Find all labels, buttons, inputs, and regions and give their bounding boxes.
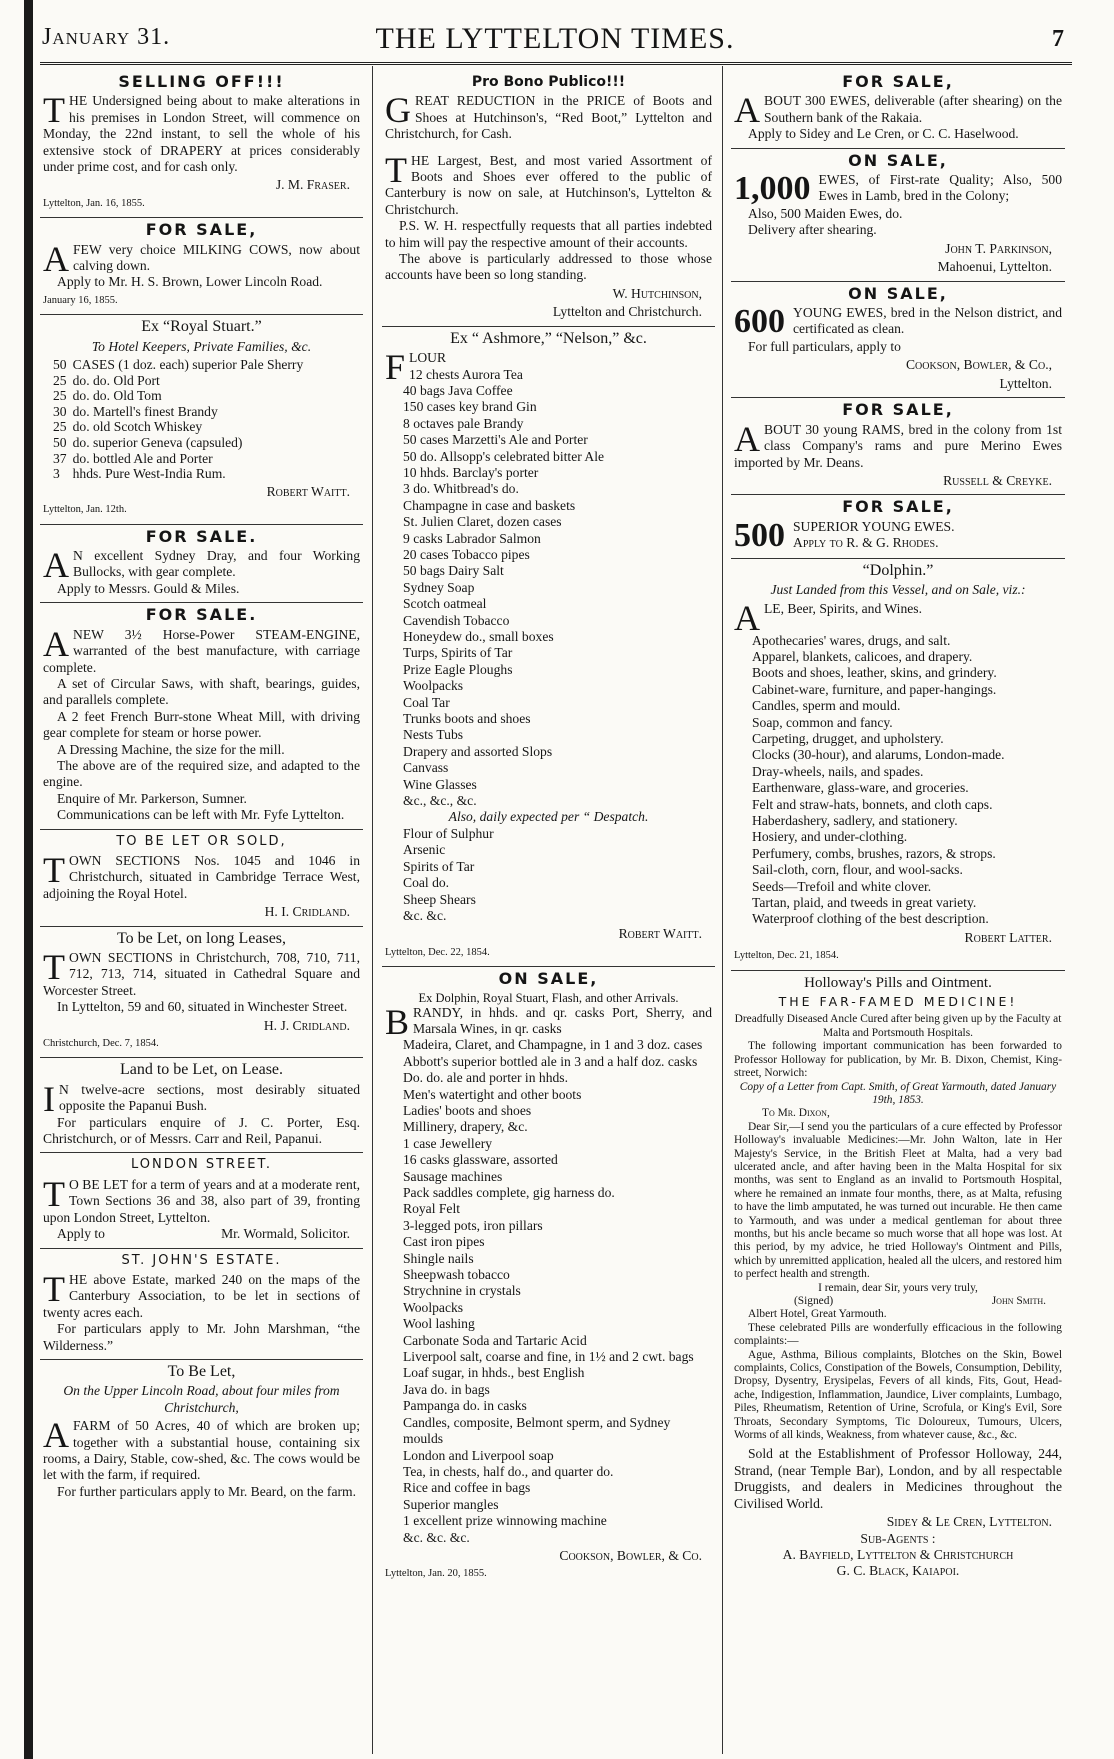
- masthead: [40, 18, 1070, 58]
- ad-heading: ON SALE,: [498, 969, 599, 989]
- list-item: Java do. in bags: [403, 1381, 490, 1397]
- ad-line: For further particulars apply to Mr. Beard, on the farm.: [57, 1483, 356, 1499]
- ad-place-date: Christchurch, Dec. 7, 1854.: [43, 1038, 159, 1050]
- ad-line: For full particulars, apply to: [748, 339, 901, 355]
- ad-also: Also, daily expected per “ Despatch.: [448, 809, 649, 825]
- ad-heading: FOR SALE.: [145, 605, 258, 625]
- ad-line: Communications can be left with Mr. Fyfe Lyttelton.: [57, 807, 345, 823]
- desc-cell: do. do. Old Port: [72, 372, 160, 388]
- list-item: Sheepwash tobacco: [403, 1267, 510, 1283]
- qty-cell: 30: [53, 403, 67, 419]
- ad-heading: FOR SALE,: [842, 400, 954, 420]
- list-item: Ladies' boots and shoes: [403, 1102, 532, 1118]
- list-item: Coal Tar: [403, 694, 450, 710]
- list-item: Men's watertight and other boots: [403, 1086, 582, 1102]
- page-number: 7: [1052, 26, 1064, 52]
- column-divider: [372, 66, 373, 1754]
- list-item: London and Liverpool soap: [403, 1447, 554, 1463]
- list-item: Scotch oatmeal: [403, 596, 487, 612]
- ad-signature: Robert Waitt.: [618, 926, 702, 942]
- ad-body: BOUT 300 EWES, deliverable (after shearing) on the Southern bank of the Rakaia.: [764, 93, 1062, 125]
- ad-body: NEW 3½ Horse-Power STEAM-ENGINE, warranted of the best manufacture, with carriage complete.: [43, 626, 360, 675]
- ad-signature: H. J. Cridland.: [263, 1017, 350, 1033]
- ad-body: O BE LET for a term of years and at a moderate rent, Town Sections 36 and 38, also part of 39, fronting upon London Street, Lyttelton.: [43, 1176, 360, 1225]
- list-item: Flour of Sulphur: [403, 825, 494, 841]
- ad-heading: LONDON STREET.: [130, 1157, 273, 1173]
- ad-selling-off: [40, 70, 363, 218]
- signed-label: (Signed): [794, 1295, 834, 1307]
- ad-signature: J. M. Fraser.: [275, 177, 350, 193]
- list-item: Turps, Spirits of Tar: [403, 645, 513, 661]
- masthead-rule: [40, 62, 1072, 65]
- ad-line: Delivery after shearing.: [748, 222, 877, 238]
- list-item: Arsenic: [403, 842, 446, 858]
- list-item: Waterproof clothing of the best description.: [752, 911, 989, 927]
- holloway-hotel: Albert Hotel, Great Yarmouth.: [748, 1308, 887, 1321]
- ad-heading: Land to be Let, on Lease.: [119, 1061, 284, 1079]
- holloway-copy: Copy of a Letter from Capt. Smith, of Great Yarmouth, dated January 19th, 1853.: [739, 1080, 1057, 1106]
- ad-body: HE above Estate, marked 240 on the maps of the Canterbury Association, to be let in sections of twenty acres each.: [43, 1271, 360, 1320]
- ad-young-rams: [731, 398, 1065, 495]
- page-binding-edge: [24, 0, 33, 1759]
- table-row: [53, 451, 309, 467]
- ad-body: HE Largest, Best, and most varied Assortment of Boots and Shoes ever offered to the public of Canterbury is now on sale, at Hutchinson's, Lyttelton & Christchurch.: [385, 152, 712, 217]
- list-item: Cabinet-ware, furniture, and paper-hangings.: [752, 681, 997, 697]
- ad-signature-place: Lyttelton.: [999, 375, 1052, 391]
- table-row: [53, 373, 309, 389]
- ad-place-date: Lyttelton, Jan. 16, 1855.: [43, 197, 145, 209]
- list-item: Do. do. ale and porter in hhds.: [403, 1070, 568, 1086]
- list-item: Clocks (30-hour), and alarums, London-made.: [752, 747, 1005, 763]
- ad-steam-engine: [40, 603, 363, 829]
- list-item: Wool lashing: [403, 1316, 475, 1332]
- list-item: Hosiery, and under-clothing.: [752, 829, 908, 845]
- ad-heading: FOR SALE.: [145, 526, 258, 546]
- ad-line: The above are of the required size, and adapted to the engine.: [43, 757, 360, 790]
- ad-heading: Holloway's Pills and Ointment.: [804, 974, 992, 991]
- ad-let-or-sold: [40, 830, 363, 927]
- drop-cap: I: [43, 1078, 55, 1119]
- ad-line: A Dressing Machine, the size for the mill.: [57, 741, 285, 757]
- ad-signature: W. Hutchinson,: [612, 285, 702, 301]
- list-item: Honeydew do., small boxes: [403, 629, 554, 644]
- list-item: Abbott's superior bottled ale in 3 and a half doz. casks: [403, 1053, 698, 1069]
- drop-cap: A: [734, 597, 760, 638]
- list-item: 8 octaves pale Brandy: [403, 415, 524, 431]
- desc-cell: do. do. Old Tom: [72, 388, 162, 404]
- desc-cell: do. bottled Ale and Porter: [72, 450, 213, 466]
- goods-list: [734, 633, 1062, 928]
- list-item: Soap, common and fancy.: [752, 714, 893, 730]
- table-row: [53, 435, 309, 451]
- ad-heading: FOR SALE,: [842, 72, 954, 91]
- ad-milking-cows: [40, 218, 363, 315]
- ad-long-leases: [40, 927, 363, 1059]
- holloway-to: To Mr. Dixon,: [762, 1107, 830, 1120]
- drop-cap: T: [43, 947, 65, 987]
- list-item: Apparel, blankets, calicoes, and drapery.: [752, 648, 973, 664]
- table-row: [53, 466, 309, 482]
- ad-body: N excellent Sydney Dray, and four Working Bullocks, with gear complete.: [73, 548, 360, 580]
- apply-label: Apply to: [57, 1226, 105, 1242]
- list-item: Candles, composite, Belmont sperm, and Sydney moulds: [403, 1414, 671, 1447]
- list-item: Sail-cloth, corn, flour, and wool-sacks.: [752, 862, 963, 878]
- ad-ewes-600: [731, 282, 1065, 399]
- list-item: Trunks boots and shoes: [403, 711, 531, 727]
- ad-body: EWES, of First-rate Quality; Also, 500 Ewes in Lamb, bred in the Colony;: [818, 172, 1062, 204]
- ad-land-lease: [40, 1058, 363, 1153]
- qty-cell: 3: [53, 466, 60, 482]
- list-item: Canvass: [403, 760, 449, 776]
- ad-heading: Pro Bono Publico!!!: [471, 74, 626, 90]
- qty-cell: 25: [53, 388, 67, 404]
- list-item: Apothecaries' wares, drugs, and salt.: [752, 632, 951, 648]
- list-item: Carpeting, drugget, and upholstery.: [752, 730, 944, 746]
- drop-cap: T: [385, 149, 407, 190]
- list-item: 10 hhds. Barclay's porter: [403, 464, 539, 480]
- ad-dolphin-goods: [731, 559, 1065, 971]
- ad-note: The above is particularly addressed to those whose accounts have been so long standing.: [385, 251, 712, 283]
- list-item: Coal do.: [403, 875, 450, 891]
- list-item: &c. &c. &c.: [403, 1529, 470, 1545]
- drop-cap: A: [43, 238, 69, 279]
- drop-cap: B: [385, 1001, 410, 1042]
- ad-signature: Robert Waitt.: [266, 483, 350, 499]
- goods-list: [385, 367, 712, 810]
- drop-cap: A: [43, 545, 69, 586]
- list-item: Felt and straw-hats, bonnets, and cloth caps.: [752, 796, 993, 812]
- list-item: Wine Glasses: [403, 776, 477, 792]
- big-number: 500: [734, 516, 785, 554]
- list-item: Woolpacks: [403, 1299, 464, 1315]
- table-row: [53, 419, 309, 435]
- drop-cap: T: [43, 90, 65, 131]
- table-row: [53, 404, 309, 420]
- big-number: 600: [734, 303, 785, 341]
- drop-cap: A: [734, 418, 760, 459]
- holloway-intro: The following important communication has been forwarded to Professor Holloway for publication, by Mr. B. Dixon, Chemist, King-street, Norwich:: [734, 1040, 1062, 1080]
- list-item: Sydney Soap: [403, 579, 475, 595]
- list-item: Rice and coffee in bags: [403, 1480, 531, 1496]
- ad-subheading: THE FAR-FAMED MEDICINE!: [778, 994, 1018, 1010]
- ad-on-sale-dolphin: [382, 967, 715, 1588]
- drop-cap: A: [43, 623, 69, 664]
- desc-cell: CASES (1 doz. each) superior Pale Sherry: [72, 357, 304, 373]
- ad-line: Also, 500 Maiden Ewes, do.: [748, 206, 903, 222]
- ad-heading: Ex “ Ashmore,” “Nelson,” &c.: [450, 329, 647, 347]
- apply-solicitor: Mr. Wormald, Solicitor.: [221, 1226, 350, 1242]
- list-item: Loaf sugar, in hhds., best English: [403, 1365, 585, 1381]
- list-item: Carbonate Soda and Tartaric Acid: [403, 1332, 587, 1348]
- list-item: Cast iron pipes: [403, 1234, 485, 1250]
- drop-cap: A: [734, 90, 760, 131]
- qty-cell: 50: [53, 357, 67, 373]
- ad-line: Enquire of Mr. Parkerson, Sumner.: [57, 790, 247, 806]
- list-item: Prize Eagle Ploughs: [403, 661, 513, 677]
- list-item: &c. &c.: [403, 907, 447, 923]
- ad-heading: ON SALE,: [848, 283, 948, 303]
- list-item: Sausage machines: [403, 1168, 503, 1184]
- issue-date: January 31.: [42, 24, 171, 50]
- ad-subheading: Just Landed from this Vessel, and on Sale, viz.:: [770, 582, 1026, 598]
- list-item: Madeira, Claret, and Champagne, in 1 and 3 doz. cases: [403, 1037, 703, 1053]
- holloway-cured: Dreadfully Diseased Ancle Cured after being given up by the Faculty at Malta and Portsmouth Hospitals.: [734, 1013, 1062, 1039]
- ad-body: N twelve-acre sections, most desirably situated opposite the Papanui Bush.: [59, 1081, 360, 1114]
- list-item: Cavendish Tobacco: [403, 612, 510, 628]
- ad-body: HE Undersigned being about to make alterations in his premises in London Street, will commence on Monday, the 22nd instant, to sell the whole of his extensive stock of DRAPERY at prices considerably under prime cost, and for cash only.: [43, 93, 360, 175]
- ad-pro-bono-publico: [382, 70, 715, 327]
- list-item: 3-legged pots, iron pillars: [403, 1217, 543, 1233]
- list-item: Woolpacks: [403, 678, 464, 694]
- ad-subheading: To Hotel Keepers, Private Families, &c.: [91, 338, 312, 354]
- list-item: Haberdashery, sadlery, and stationery.: [752, 813, 958, 828]
- list-item: Boots and shoes, leather, skins, and grindery.: [752, 665, 997, 681]
- list-item: Spirits of Tar: [403, 858, 475, 874]
- ad-apply: [43, 1226, 360, 1242]
- table-row: [53, 388, 309, 404]
- goods-list: [385, 826, 712, 924]
- ad-apply: Apply to Sidey and Le Cren, or C. C. Haselwood.: [748, 126, 1019, 142]
- list-item: Superior mangles: [403, 1496, 499, 1512]
- holloway-efficacious: These celebrated Pills are wonderfully efficacious in the following complaints:—: [734, 1321, 1062, 1348]
- ad-london-street: [40, 1153, 363, 1248]
- ad-signature: H. I. Cridland.: [264, 904, 350, 920]
- list-item: Millinery, drapery, &c.: [403, 1119, 528, 1135]
- list-item: Seeds—Trefoil and white clover.: [752, 878, 932, 894]
- ad-place-date: Lyttelton, Jan. 20, 1855.: [385, 1568, 487, 1580]
- ad-body: REAT REDUCTION in the PRICE of Boots and Shoes at Hutchinson's, “Red Boot,” Lyttelton and Christchurch, for Cash.: [385, 93, 712, 142]
- list-first: RANDY, in hhds. and qr. casks Port, Sherry, and Marsala Wines, in qr. casks: [413, 1004, 712, 1036]
- ad-body: OWN SECTIONS Nos. 1045 and 1046 in Christchurch, situated in Cambridge Terrace West, adjoining the Royal Hotel.: [43, 852, 360, 901]
- ad-signature-place: Mahoenui, Lyttelton.: [937, 259, 1052, 275]
- list-item: Dray-wheels, nails, and spades.: [752, 763, 924, 779]
- ad-signature: Cookson, Bowler, & Co.,: [905, 357, 1052, 373]
- ad-place-date: January 16, 1855.: [43, 294, 118, 306]
- list-item: Sheep Shears: [403, 891, 476, 907]
- ad-st-johns-estate: [40, 1249, 363, 1360]
- list-item: Tartan, plaid, and tweeds in great variety.: [752, 895, 977, 911]
- ad-signature-place: Lyttelton and Christchurch.: [552, 304, 702, 320]
- big-number: 1,000: [734, 170, 811, 208]
- drop-cap: T: [43, 1173, 65, 1214]
- desc-cell: do. superior Geneva (capsuled): [72, 435, 243, 451]
- ad-apply: Apply to Messrs. Gould & Miles.: [57, 580, 240, 596]
- list-item: Pack saddles complete, gig harness do.: [403, 1185, 615, 1200]
- list-item: Pampanga do. in casks: [403, 1398, 527, 1414]
- ad-body: BOUT 30 young RAMS, bred in the colony from 1st class Company's rams and pure Merino Ewes imported by Mr. Deans.: [734, 421, 1062, 470]
- list-item: 40 bags Java Coffee: [403, 382, 513, 398]
- ad-apply: Apply to R. & G. Rhodes.: [793, 535, 939, 551]
- ad-body: FEW very choice MILKING COWS, now about calving down.: [73, 241, 360, 274]
- holloway-subagents: Sub-Agents :: [860, 1530, 936, 1546]
- list-item: 50 cases Marzetti's Ale and Porter: [403, 432, 588, 448]
- spirits-table: [53, 357, 309, 482]
- holloway-complaints: Ague, Asthma, Bilious complaints, Blotches on the Skin, Bowel complaints, Colics, Constipation of the Bowels, Consumption, Debility, Dropsy, Dysentry, Erysipelas, Fevers of all kinds, Fits, Gout, Head-ache, Indigestion, Inflammation, Jaundice, Liver complaints, Lumbago, Piles, Rheumatism, Retention of Urine, Scrofula, or King's Evil, Sore Throats, Secondary Symptoms, Tic Doloureux, Tumours, Ulcers, Worms of all kinds, Weakness, from whatever cause, &c., &c.: [734, 1348, 1062, 1442]
- desc-cell: do. Martell's finest Brandy: [72, 403, 218, 419]
- ad-place-date: Lyttelton, Dec. 22, 1854.: [385, 946, 490, 958]
- table-row: [53, 357, 309, 373]
- list-item: 50 bags Dairy Salt: [403, 563, 504, 579]
- column-divider: [722, 66, 723, 1754]
- list-item: Earthenware, glass-ware, and groceries.: [752, 780, 969, 796]
- list-item: St. Julien Claret, dozen cases: [403, 514, 562, 530]
- list-item: Royal Felt: [403, 1201, 461, 1217]
- ad-place-date: Lyttelton, Dec. 21, 1854.: [734, 950, 839, 962]
- newspaper-title: THE LYTTELTON TIMES.: [375, 22, 735, 55]
- holloway-sold: Sold at the Establishment of Professor Holloway, 244, Strand, (near Temple Bar), London, and by all respectable Druggists, and dealers in Medicines throughout the Civilised World.: [734, 1446, 1062, 1511]
- drop-cap: F: [385, 347, 406, 388]
- holloway-agent-2: G. C. Black, Kaiapoi.: [836, 1563, 960, 1579]
- list-item: 150 cases key brand Gin: [403, 399, 537, 415]
- ad-heading: To Be Let,: [167, 1362, 236, 1380]
- ad-heading: SELLING OFF!!!: [118, 72, 285, 91]
- list-item: Shingle nails: [403, 1250, 474, 1266]
- ad-heading: TO BE LET OR SOLD,: [116, 833, 287, 849]
- ad-subheading: Ex Dolphin, Royal Stuart, Flash, and other Arrivals.: [418, 990, 679, 1005]
- list-item: Champagne in case and baskets: [403, 497, 576, 513]
- column-2: [382, 70, 715, 1750]
- list-item: 50 do. Allsopp's celebrated bitter Ale: [403, 448, 605, 464]
- drop-cap: A: [43, 1415, 69, 1456]
- ad-royal-stuart: [40, 315, 363, 524]
- ad-ewes-500: [731, 495, 1065, 558]
- desc-cell: hhds. Pure West-India Rum.: [72, 466, 226, 482]
- ad-body: YOUNG EWES, bred in the Nelson district, and certificated as clean.: [793, 305, 1062, 337]
- list-first: LE, Beer, Spirits, and Wines.: [764, 600, 922, 616]
- ad-farm-to-let: [40, 1360, 363, 1505]
- ad-signature: John T. Parkinson,: [945, 240, 1052, 256]
- ad-body: OWN SECTIONS in Christchurch, 708, 710, 711, 712, 713, 714, situated in Cathedral Square and Worcester Street.: [43, 950, 360, 998]
- ad-heading: “Dolphin.”: [862, 561, 934, 579]
- ad-line: For particulars apply to Mr. John Marshman, “the Wilderness.”: [43, 1321, 360, 1353]
- drop-cap: G: [385, 90, 411, 131]
- ad-ashmore-nelson: [382, 327, 715, 967]
- ad-heading: ST. JOHN'S ESTATE.: [121, 1252, 282, 1268]
- ad-heading: FOR SALE,: [842, 497, 954, 517]
- ad-heading: FOR SALE,: [145, 220, 258, 240]
- list-item: &c., &c., &c.: [403, 793, 477, 809]
- qty-cell: 50: [53, 435, 67, 451]
- holloway-signed: [734, 1295, 1062, 1308]
- ad-heading: To be Let, on long Leases,: [116, 929, 287, 947]
- holloway-agent-1: A. Bayfield, Lyttelton & Christchurch: [782, 1546, 1014, 1562]
- ad-heading: ON SALE,: [848, 150, 948, 170]
- ad-signature: Cookson, Bowler, & Co.: [559, 1547, 702, 1563]
- ad-sydney-dray: [40, 525, 363, 604]
- list-item: Liverpool salt, coarse and fine, in 1½ and 2 cwt. bags: [403, 1349, 694, 1365]
- ad-body: SUPERIOR YOUNG EWES.: [793, 518, 955, 534]
- list-item: Tea, in chests, half do., and quarter do.: [403, 1463, 614, 1479]
- list-item: 1 excellent prize winnowing machine: [403, 1513, 607, 1529]
- ad-signature: Sidey & Le Cren, Lyttelton.: [886, 1514, 1052, 1530]
- drop-cap: T: [43, 1268, 65, 1309]
- column-1: [40, 70, 363, 1750]
- list-item: Candles, sperm and mould.: [752, 698, 901, 714]
- ad-subheading: On the Upper Lincoln Road, about four miles from Christchurch,: [63, 1383, 340, 1415]
- ad-holloways-pills: [731, 971, 1065, 1585]
- ad-line: A 2 feet French Burr-stone Wheat Mill, with driving gear complete for steam or horse power.: [43, 708, 360, 741]
- ad-line: For particulars enquire of J. C. Porter, Esq. Christchurch, or of Messrs. Carr and Reil, Papanui.: [43, 1114, 360, 1147]
- qty-cell: 25: [53, 372, 67, 388]
- ad-body: FARM of 50 Acres, 40 of which are broken up; together with a substantial house, containing six rooms, a Dairy, Stable, cow-shed, &c. The cows would be let with the farm, if required.: [43, 1418, 360, 1483]
- ad-line: A set of Circular Saws, with shaft, bearings, guides, and parallels complete.: [43, 675, 360, 708]
- list-item: Perfumery, combs, brushes, razors, & strops.: [752, 845, 996, 861]
- list-item: 12 chests Aurora Tea: [409, 366, 523, 382]
- holloway-letter: Dear Sir,—I send you the particulars of a cure effected by Professor Holloway's invaluable Medicines:—Mr. John Walton, late in Her Majesty's Service, in the British Fleet at Malta, had a very bad ulcerated ancle, and after having been in the Malta Hospital for six months, was sent to England as an invalid to Portsmouth Hospital, where he remained an inmate four months, there, as at Malta, refusing to have the limb amputated, he was turned out incurable. He then came to Yarmouth, and was under a medical gentleman for about three months, but his ancle became so much worse that all hope was lost. At this period, by my advice, he tried Holloway's Ointment and Pills, which by unremitted application, healed all the ulcers, and restored him to perfect health and strength.: [734, 1120, 1062, 1281]
- column-3: [731, 70, 1065, 1750]
- drop-cap: T: [43, 849, 65, 890]
- list-item: Drapery and assorted Slops: [403, 743, 553, 759]
- desc-cell: do. old Scotch Whiskey: [72, 419, 203, 435]
- signed-name: John Smith.: [991, 1295, 1046, 1307]
- holloway-remain: I remain, dear Sir, yours very truly,: [818, 1281, 978, 1294]
- ad-apply: Apply to Mr. H. S. Brown, Lower Lincoln Road.: [57, 274, 323, 290]
- list-first: LOUR: [409, 350, 447, 366]
- list-item: 9 casks Labrador Salmon: [403, 530, 541, 546]
- ad-ewes-1000: [731, 149, 1065, 282]
- list-item: 16 casks glassware, assorted: [403, 1152, 558, 1168]
- ad-place-date: Lyttelton, Jan. 12th.: [43, 504, 127, 516]
- list-item: 3 do. Whitbread's do.: [403, 481, 519, 497]
- goods-list: [385, 1037, 712, 1546]
- list-item: Strychnine in crystals: [403, 1283, 521, 1299]
- list-item: Nests Tubs: [403, 727, 464, 743]
- ad-line: In Lyttelton, 59 and 60, situated in Winchester Street.: [57, 999, 348, 1015]
- ad-signature: Russell & Creyke.: [943, 472, 1052, 488]
- ad-ewes-300: [731, 70, 1065, 149]
- ad-signature: Robert Latter.: [964, 929, 1052, 945]
- qty-cell: 37: [53, 450, 67, 466]
- ad-postscript: P.S. W. H. respectfully requests that all parties indebted to him will pay the respective amount of their accounts.: [385, 218, 712, 250]
- ad-heading: Ex “Royal Stuart.”: [141, 318, 262, 336]
- list-item: 1 case Jewellery: [403, 1135, 493, 1151]
- list-item: 20 cases Tobacco pipes: [403, 546, 530, 562]
- qty-cell: 25: [53, 419, 67, 435]
